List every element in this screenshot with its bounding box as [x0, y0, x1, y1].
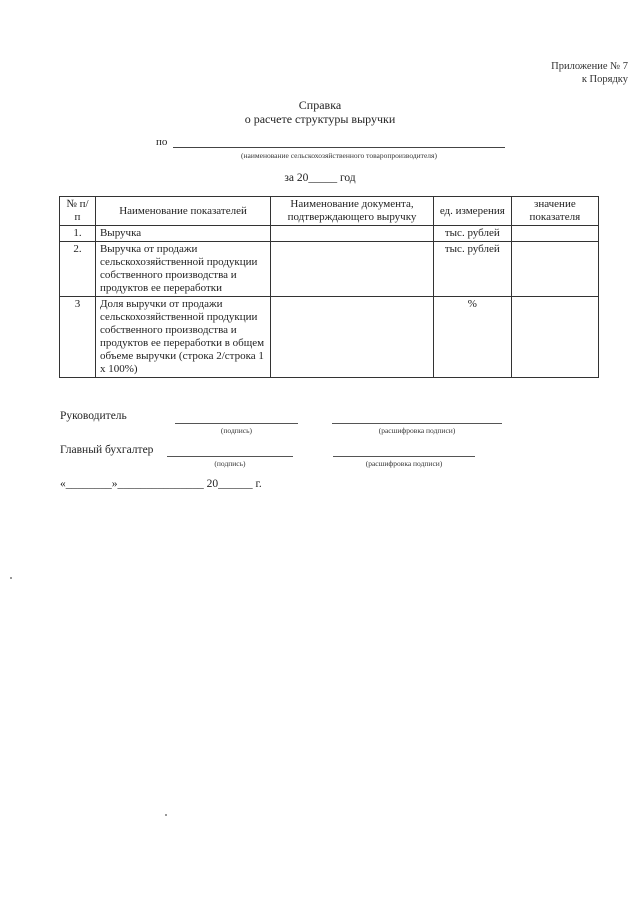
row-unit: тыс. рублей [433, 226, 511, 242]
accountant-signature-caption: (подпись) [214, 459, 246, 468]
table-row [60, 242, 599, 297]
row-doc [271, 297, 434, 378]
period-line: за 20_____ год [284, 172, 356, 184]
head-decoding-line [332, 423, 502, 424]
accountant-signature-line [167, 456, 293, 457]
row-name: Выручка от продажи сельскохозяйственной продукции собственного производства и продуктов ее переработки [95, 242, 270, 297]
header-doc: Наименование документа, подтверждающего выручку [271, 197, 434, 226]
head-decoding-caption: (расшифровка подписи) [378, 426, 456, 435]
header-num: № п/п [60, 197, 96, 226]
row-num: 1. [60, 226, 96, 242]
row-value [511, 297, 598, 378]
row-value [511, 226, 598, 242]
title-subtitle: о расчете структуры выручки [244, 112, 396, 126]
annex-number: Приложение № 7 [551, 61, 628, 72]
title-main: Справка [298, 98, 342, 112]
row-unit: тыс. рублей [433, 242, 511, 297]
producer-prefix: по [156, 136, 168, 148]
row-unit: % [433, 297, 511, 378]
row-num: 2. [60, 242, 96, 297]
table-row [60, 226, 599, 242]
head-signature-caption: (подпись) [220, 426, 253, 435]
scan-speck [165, 814, 167, 816]
producer-caption: (наименование сельскохозяйственного товаропроизводителя) [241, 151, 437, 160]
header-value: значение показателя [511, 197, 598, 226]
producer-name-line [173, 147, 505, 148]
document-title [0, 98, 640, 126]
date-line: «________»_______________ 20______ г. [60, 478, 262, 490]
indicators-table [59, 196, 599, 378]
accountant-decoding-caption: (расшифровка подписи) [365, 459, 443, 468]
head-signature-line [175, 423, 298, 424]
annex-procedure: к Порядку [581, 74, 628, 85]
row-doc [271, 226, 434, 242]
accountant-decoding-line [333, 456, 475, 457]
row-num: 3 [60, 297, 96, 378]
head-label: Руководитель [60, 410, 127, 422]
row-value [511, 242, 598, 297]
accountant-label: Главный бухгалтер [60, 444, 154, 456]
header-unit: ед. измерения [433, 197, 511, 226]
table-header-row [60, 197, 599, 226]
row-doc [271, 242, 434, 297]
scan-speck [10, 577, 12, 579]
table-row [60, 297, 599, 378]
row-name: Выручка [95, 226, 270, 242]
row-name: Доля выручки от продажи сельскохозяйственной продукции собственного производства и продуктов ее переработки в общем объеме выручки (строка 2/строка 1 х 100%) [95, 297, 270, 378]
annex-reference [551, 60, 628, 86]
header-name: Наименование показателей [95, 197, 270, 226]
